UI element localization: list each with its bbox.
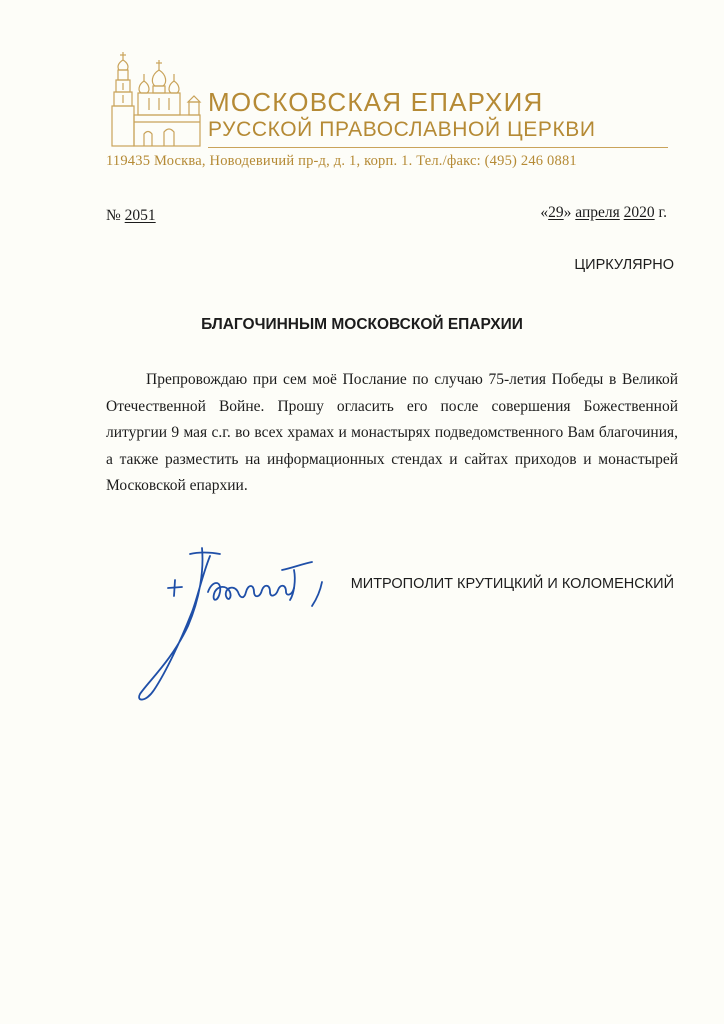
org-name-line2: РУССКОЙ ПРАВОСЛАВНОЙ ЦЕРКВИ [208, 118, 596, 141]
date-open-quote: « [540, 204, 549, 221]
monastery-logo-icon [104, 50, 204, 150]
number-value: 2051 [124, 207, 156, 224]
header-divider [208, 147, 668, 148]
date-day: 29 [548, 204, 564, 221]
circular-label: ЦИРКУЛЯРНО [574, 257, 674, 273]
date-year: 2020 [623, 204, 655, 221]
date-suffix: г. [658, 204, 667, 221]
document-date [540, 204, 667, 222]
date-month: апреля [575, 204, 620, 221]
signatory-title: МИТРОПОЛИТ КРУТИЦКИЙ И КОЛОМЕНСКИЙ [350, 576, 674, 592]
letter-body: Препровождаю при сем моё Послание по случаю 75-летия Победы в Великой Отечественной Войне. Прошу огласить его после совершения Божественной литургии 9 мая с.г. во всех храмах и монастырях подведомственного Вам благочиния, а также разместить на информационных стендах и сайтах приходов и монастырей Московской епархии. [106, 371, 678, 494]
document-number [106, 207, 156, 225]
org-name-line1: МОСКОВСКАЯ ЕПАРХИЯ [208, 87, 544, 117]
handwritten-signature [126, 540, 336, 708]
addressee-heading: БЛАГОЧИННЫМ МОСКОВСКОЙ ЕПАРХИИ [201, 316, 523, 333]
org-address: 119435 Москва, Новодевичий пр-д, д. 1, корп. 1. Тел./факс: (495) 246 0881 [106, 153, 577, 169]
date-close-quote: » [563, 204, 572, 221]
number-prefix: № [106, 207, 121, 224]
